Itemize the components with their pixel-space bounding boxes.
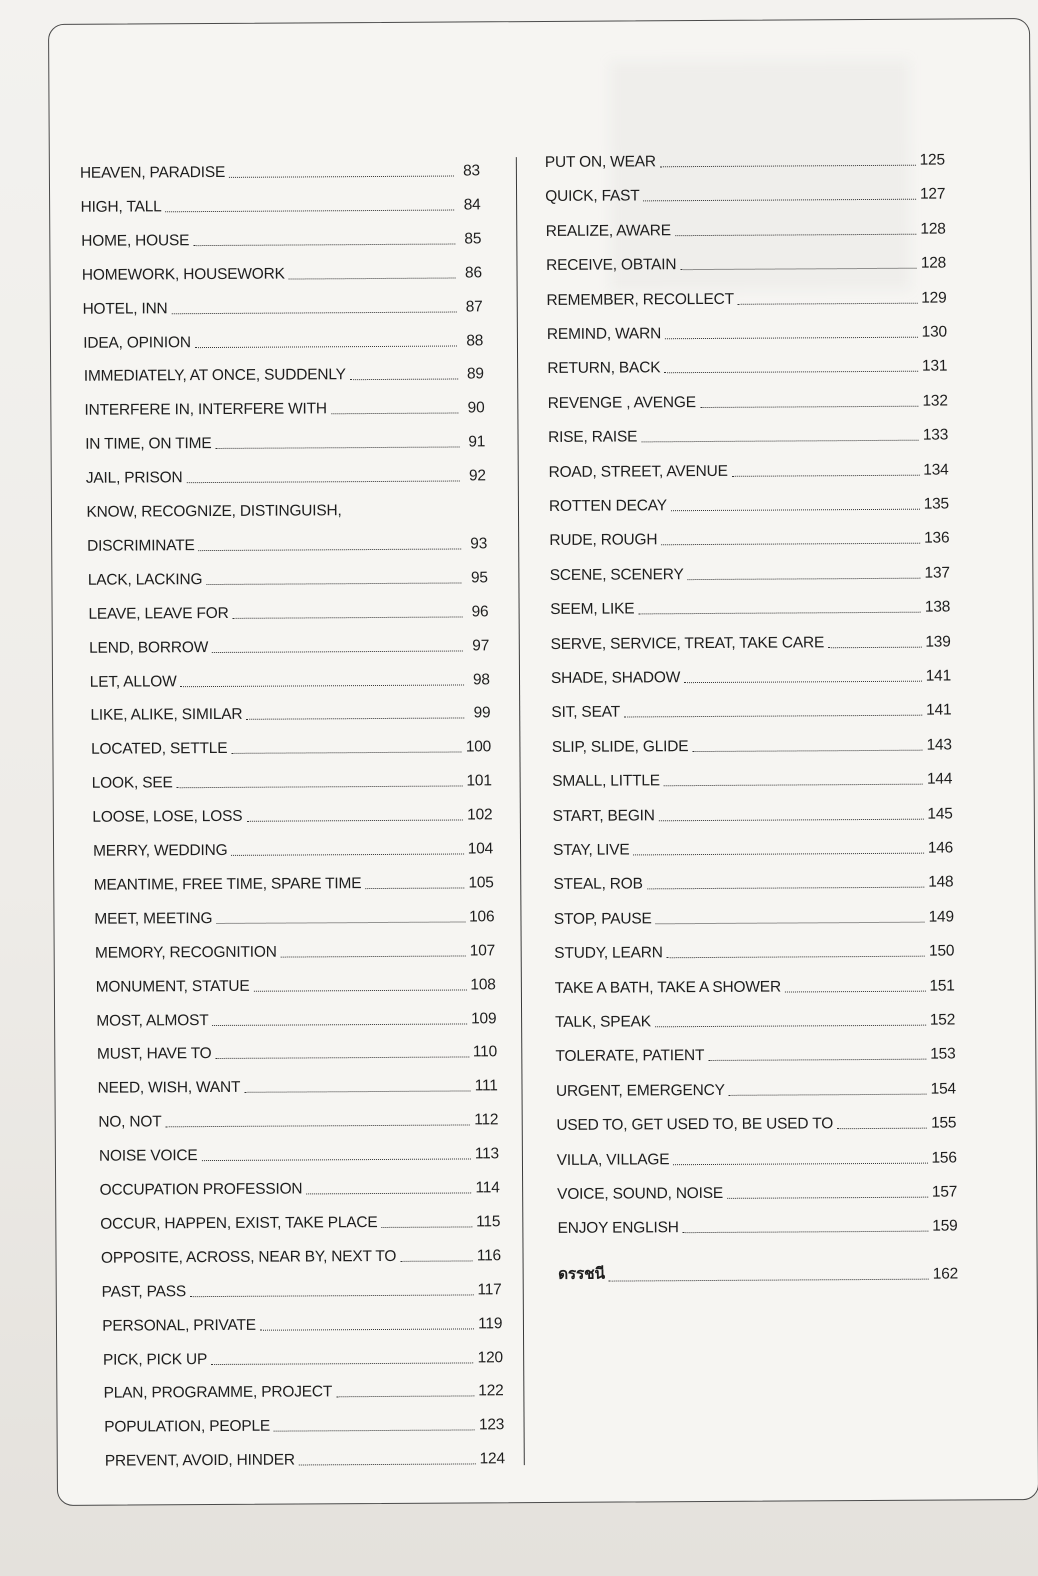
dot-leader <box>233 616 463 618</box>
index-page-number: 151 <box>929 977 955 995</box>
index-page-number: 159 <box>932 1217 958 1236</box>
index-page-number: 91 <box>468 433 486 451</box>
dot-leader <box>647 887 924 890</box>
dot-leader <box>673 1162 927 1165</box>
index-term: ENJOY ENGLISH <box>557 1219 679 1238</box>
dot-leader <box>202 1159 471 1162</box>
dot-leader <box>365 887 464 889</box>
index-term: STAY, LIVE <box>553 841 630 859</box>
index-page-number: 128 <box>920 254 947 272</box>
index-term: IN TIME, ON TIME <box>85 435 212 453</box>
index-term: NEED, WISH, WANT <box>97 1079 241 1098</box>
index-page-number: 83 <box>463 162 480 180</box>
index-page-number: 146 <box>927 839 954 857</box>
index-term: LOOSE, LOSE, LOSS <box>92 807 243 826</box>
dot-leader <box>299 1464 476 1466</box>
index-entry <box>104 1417 504 1437</box>
index-term: ROTTEN DECAY <box>548 497 667 515</box>
index-page-number: 88 <box>466 331 484 349</box>
index-term: INTERFERE IN, INTERFERE WITH <box>84 400 327 420</box>
index-term: MONUMENT, STATUE <box>95 977 250 996</box>
index-entry <box>80 162 480 182</box>
index-term: PICK, PICK UP <box>102 1350 208 1369</box>
index-term: URGENT, EMERGENCY <box>555 1081 725 1100</box>
dot-leader <box>641 440 919 443</box>
index-page-number: 155 <box>931 1114 957 1132</box>
dot-leader <box>382 1226 473 1228</box>
index-entry <box>100 1179 500 1199</box>
index-term: VOICE, SOUND, NOISE <box>557 1184 724 1203</box>
index-entry <box>81 230 481 250</box>
index-entry <box>547 358 947 378</box>
index-entry <box>86 501 486 521</box>
index-term: REMIND, WARN <box>546 325 662 343</box>
dot-leader <box>667 956 925 959</box>
index-page-number: 135 <box>923 495 950 513</box>
index-term: TOLERATE, PATIENT <box>555 1047 705 1066</box>
index-page-number: 117 <box>477 1280 502 1299</box>
index-term: SIT, SEAT <box>551 703 621 722</box>
index-entry <box>104 1383 504 1403</box>
index-page-number: 100 <box>465 738 492 756</box>
index-page-number: 96 <box>471 603 489 621</box>
index-page-number: 106 <box>469 908 495 926</box>
dot-leader <box>306 1192 471 1194</box>
index-entry <box>554 943 954 963</box>
index-entry <box>547 324 947 344</box>
dot-leader <box>729 1093 927 1095</box>
dot-leader <box>260 1328 474 1330</box>
dot-leader <box>688 577 921 579</box>
index-page-number: 127 <box>919 185 946 204</box>
dot-leader <box>609 1278 929 1281</box>
index-entry <box>83 332 483 352</box>
index-page-number: 98 <box>472 670 490 688</box>
index-entry <box>90 671 490 691</box>
dot-leader <box>216 921 465 924</box>
index-page-number: 145 <box>927 805 953 823</box>
index-term: STEAL, ROB <box>553 875 643 894</box>
index-term: PAST, PASS <box>101 1282 187 1301</box>
index-entry <box>548 392 948 412</box>
index-entry <box>101 1247 501 1267</box>
index-page-number: 119 <box>478 1314 503 1332</box>
index-page-number: 87 <box>465 297 483 316</box>
index-page-number: 124 <box>479 1450 505 1468</box>
index-term: REALIZE, AWARE <box>545 221 671 240</box>
dot-leader <box>656 921 925 924</box>
index-term: LACK, LACKING <box>87 570 203 589</box>
dot-leader <box>190 1294 473 1297</box>
dot-leader <box>199 548 461 551</box>
dot-leader <box>246 718 464 720</box>
index-term: RETURN, BACK <box>547 359 661 378</box>
index-entry <box>90 705 490 725</box>
index-page-number: 143 <box>926 736 952 754</box>
dot-leader <box>331 413 459 415</box>
dot-leader <box>638 612 921 615</box>
index-page-number: 116 <box>476 1247 501 1265</box>
dot-leader <box>738 302 917 304</box>
index-page-number: 105 <box>468 874 494 892</box>
dot-leader <box>683 1231 929 1234</box>
index-page-number: 133 <box>922 426 949 444</box>
index-entry <box>550 599 950 619</box>
index-entry <box>105 1450 505 1470</box>
index-term: RISE, RAISE <box>548 428 638 447</box>
index-term: NOISE VOICE <box>98 1147 198 1165</box>
dot-leader <box>289 277 456 279</box>
index-page-number: 137 <box>924 564 950 582</box>
index-page-number: 132 <box>922 392 948 410</box>
index-page-number: 125 <box>919 151 945 169</box>
index-term: PLAN, PROGRAMME, PROJECT <box>103 1383 333 1403</box>
dot-leader <box>166 209 455 212</box>
index-entry <box>546 220 946 240</box>
dot-leader <box>828 646 921 648</box>
dot-leader <box>346 515 461 516</box>
dot-leader <box>216 1057 469 1060</box>
index-page-number: 110 <box>472 1043 498 1061</box>
dot-leader <box>661 543 920 546</box>
index-page-number: 148 <box>928 873 954 892</box>
index-page-number: 128 <box>920 220 946 238</box>
index-entry <box>557 1149 957 1169</box>
dot-leader <box>193 243 455 246</box>
index-page-number: 85 <box>464 230 482 248</box>
index-page-number: 89 <box>466 365 484 383</box>
index-entry <box>81 196 481 216</box>
index-term: OCCUR, HAPPEN, EXIST, TAKE PLACE <box>100 1213 378 1233</box>
index-page-number: 114 <box>475 1179 500 1197</box>
index-page-number: 93 <box>470 535 488 553</box>
index-term: STUDY, LEARN <box>554 944 663 963</box>
index-term: HIGH, TALL <box>80 198 162 216</box>
dot-leader <box>700 405 919 407</box>
index-page-number: 141 <box>926 701 952 720</box>
index-entry <box>98 1111 498 1131</box>
index-page-number: 102 <box>467 806 493 824</box>
index-term: HOME, HOUSE <box>81 231 190 250</box>
index-entry <box>82 264 482 284</box>
dot-leader <box>400 1260 473 1261</box>
dot-leader <box>785 990 926 992</box>
dot-leader <box>274 1430 475 1432</box>
index-term: DISCRIMINATE <box>87 537 195 555</box>
index-entry <box>557 1183 957 1203</box>
index-entry <box>550 564 950 584</box>
index-page-number: 141 <box>925 667 952 685</box>
dot-leader <box>206 582 461 585</box>
dot-leader <box>664 784 923 787</box>
index-entry <box>95 942 495 962</box>
index-term: MEANTIME, FREE TIME, SPARE TIME <box>93 874 362 894</box>
index-entry <box>91 739 491 759</box>
index-term: VILLA, VILLAGE <box>556 1150 670 1169</box>
index-entry <box>551 667 951 687</box>
dot-leader <box>680 268 917 270</box>
dot-leader <box>246 820 463 822</box>
index-entry <box>552 736 952 756</box>
index-term: SCENE, SCENERY <box>549 565 684 584</box>
dot-leader <box>675 233 916 235</box>
index-term: NO, NOT <box>98 1113 162 1131</box>
dot-leader <box>727 1197 928 1199</box>
index-entry <box>551 633 951 653</box>
index-entry <box>84 400 484 420</box>
index-entry <box>89 637 489 657</box>
dot-leader <box>660 165 916 168</box>
index-entry <box>97 1044 497 1064</box>
dot-leader <box>172 311 457 314</box>
index-page-number: 97 <box>472 636 490 655</box>
dot-leader <box>684 681 922 683</box>
index-entry <box>556 1115 956 1135</box>
index-entry <box>556 1080 956 1100</box>
index-entry <box>545 152 945 172</box>
index-entry <box>558 1258 958 1285</box>
index-term: REVENGE , AVENGE <box>547 393 696 412</box>
index-entry <box>555 1046 955 1066</box>
dot-leader <box>644 199 916 202</box>
index-term: TAKE A BATH, TAKE A SHOWER <box>554 978 781 997</box>
index-term: QUICK, FAST <box>545 187 640 206</box>
dot-leader <box>177 786 463 789</box>
index-entry <box>98 1078 498 1098</box>
index-entry <box>94 908 494 928</box>
index-page-number: 120 <box>477 1348 503 1366</box>
dot-leader <box>212 650 463 653</box>
dot-leader <box>692 749 922 751</box>
dot-leader <box>211 1362 474 1365</box>
index-entry <box>103 1349 503 1369</box>
dot-leader <box>229 176 454 178</box>
index-term: OCCUPATION PROFESSION <box>99 1180 303 1199</box>
index-term: HOMEWORK, HOUSEWORK <box>81 265 285 284</box>
dot-leader <box>837 1128 927 1130</box>
index-entry <box>548 427 948 447</box>
index-page-number: 150 <box>928 942 955 960</box>
index-entry <box>88 569 488 589</box>
index-entry <box>82 298 482 318</box>
index-term: MEET, MEETING <box>94 909 213 928</box>
index-page-number: 130 <box>921 323 947 341</box>
index-entry <box>86 467 486 487</box>
dot-leader <box>195 345 457 348</box>
index-entry <box>546 289 946 309</box>
index-page-number: 129 <box>921 289 947 307</box>
index-term: LEND, BORROW <box>89 638 209 657</box>
index-page-number: 123 <box>478 1416 505 1434</box>
index-term: KNOW, RECOGNIZE, DISTINGUISH, <box>86 502 342 521</box>
index-page-number: 157 <box>931 1183 958 1201</box>
dot-leader <box>732 474 920 476</box>
index-term: SMALL, LITTLE <box>552 772 660 791</box>
index-page-number: 108 <box>470 975 496 994</box>
dot-leader <box>254 989 467 991</box>
dot-leader <box>166 1125 471 1128</box>
dot-leader <box>671 509 920 512</box>
dot-leader <box>624 715 922 718</box>
dot-leader <box>215 447 459 449</box>
index-entry <box>94 874 494 894</box>
index-term: LEAVE, LEAVE FOR <box>88 604 229 623</box>
dot-leader <box>281 955 466 957</box>
index-entry <box>84 366 484 386</box>
index-term: IMMEDIATELY, AT ONCE, SUDDENLY <box>83 366 346 386</box>
index-page-number: 152 <box>929 1011 956 1029</box>
index-entry <box>548 461 948 481</box>
dot-leader <box>244 1091 470 1093</box>
index-term: PREVENT, AVOID, HINDER <box>104 1451 295 1470</box>
index-term: POPULATION, PEOPLE <box>104 1417 271 1436</box>
dot-leader <box>231 752 461 754</box>
index-term: MEMORY, RECOGNITION <box>94 943 277 962</box>
index-term: LET, ALLOW <box>89 672 177 691</box>
index-page-number: 101 <box>466 772 492 790</box>
index-term: ดรรชนี <box>557 1265 605 1283</box>
index-page-number: 115 <box>476 1213 501 1231</box>
index-term: OPPOSITE, ACROSS, NEAR BY, NEXT TO <box>100 1247 397 1267</box>
index-page-number: 84 <box>463 196 481 214</box>
index-entry <box>553 839 953 859</box>
dot-leader <box>655 1025 926 1028</box>
index-entry <box>553 805 953 825</box>
index-term: SERVE, SERVICE, TREAT, TAKE CARE <box>550 633 825 653</box>
index-term: MERRY, WEDDING <box>93 841 228 860</box>
index-page-number: 131 <box>921 357 948 376</box>
index-entry <box>96 1010 496 1030</box>
dot-leader <box>665 337 918 340</box>
index-entry <box>88 603 488 623</box>
index-page-number: 109 <box>471 1009 497 1027</box>
index-entry <box>93 840 493 860</box>
index-entry <box>545 186 945 206</box>
index-page-number: 112 <box>474 1111 499 1129</box>
index-term: MUST, HAVE TO <box>96 1045 212 1064</box>
index-term: USED TO, GET USED TO, BE USED TO <box>556 1115 834 1135</box>
dot-leader <box>659 818 924 821</box>
dot-leader <box>633 853 923 856</box>
dot-leader <box>350 379 458 381</box>
index-page-number: 92 <box>468 467 486 485</box>
index-page-number: 122 <box>478 1382 504 1400</box>
index-entry <box>99 1145 499 1165</box>
index-term: TALK, SPEAK <box>555 1013 651 1031</box>
index-page-number: 153 <box>930 1045 956 1064</box>
index-entry <box>558 1218 958 1238</box>
index-entry <box>553 874 953 894</box>
index-term: LOOK, SEE <box>91 774 173 792</box>
index-entry <box>102 1315 502 1335</box>
index-entry <box>96 976 496 996</box>
index-page-number: 111 <box>474 1077 498 1095</box>
index-term: STOP, PAUSE <box>553 910 652 928</box>
dot-leader <box>213 1023 468 1026</box>
index-term: RUDE, ROUGH <box>549 531 658 550</box>
index-term: IDEA, OPINION <box>83 333 191 352</box>
index-page-number: 138 <box>924 598 951 616</box>
index-entry <box>100 1213 500 1233</box>
dot-leader <box>336 1396 474 1398</box>
index-page-number: 86 <box>464 264 482 282</box>
index-page-number: 154 <box>930 1080 956 1098</box>
column-divider <box>516 157 525 1465</box>
left-index-column <box>79 150 505 1470</box>
index-term: LOCATED, SETTLE <box>91 740 228 759</box>
dot-leader <box>181 684 464 687</box>
index-term: SEEM, LIKE <box>550 600 635 619</box>
index-entry <box>549 530 949 550</box>
index-term: SLIP, SLIDE, GLIDE <box>551 737 689 756</box>
index-term: HOTEL, INN <box>82 299 168 318</box>
index-term: REMEMBER, RECOLLECT <box>546 290 734 309</box>
index-term: ROAD, STREET, AVENUE <box>548 462 728 481</box>
index-entry <box>555 977 955 997</box>
index-term: JAIL, PRISON <box>85 469 183 487</box>
dot-leader <box>708 1059 926 1061</box>
index-page-number: 162 <box>932 1265 959 1283</box>
index-entry <box>549 496 949 516</box>
index-entry <box>102 1281 502 1301</box>
index-page-number: 156 <box>931 1149 957 1167</box>
index-term: PUT ON, WEAR <box>544 153 656 171</box>
index-page-number: 149 <box>928 908 954 926</box>
index-page-number: 144 <box>926 770 953 788</box>
index-term: SHADE, SHADOW <box>550 669 681 687</box>
index-page-number: 104 <box>467 840 494 858</box>
dot-leader <box>187 481 460 484</box>
index-page-number: 136 <box>924 529 950 548</box>
index-page-number: 107 <box>469 941 496 960</box>
index-page-number: 134 <box>923 461 949 479</box>
index-entry <box>554 908 954 928</box>
index-entry <box>551 702 951 722</box>
index-entry <box>87 535 487 555</box>
index-term: START, BEGIN <box>552 806 655 825</box>
index-term: RECEIVE, OBTAIN <box>546 256 677 275</box>
index-page-number: 95 <box>470 569 488 587</box>
index-term: HEAVEN, PARADISE <box>79 163 226 182</box>
index-entry <box>92 772 492 792</box>
index-term: MOST, ALMOST <box>96 1011 209 1030</box>
index-entry <box>92 806 492 826</box>
index-page-number: 99 <box>473 704 491 722</box>
dot-leader <box>232 853 464 855</box>
dot-leader <box>664 371 918 374</box>
index-term: LIKE, ALIKE, SIMILAR <box>90 706 243 725</box>
index-term: PERSONAL, PRIVATE <box>102 1316 256 1335</box>
index-page-number: 90 <box>467 399 485 417</box>
index-entry <box>546 255 946 275</box>
index-entry <box>85 434 485 454</box>
index-page <box>48 18 1038 1506</box>
index-entry <box>555 1011 955 1031</box>
index-entry <box>552 771 952 791</box>
index-page-number: 113 <box>474 1145 500 1163</box>
index-page-number: 139 <box>925 633 951 651</box>
